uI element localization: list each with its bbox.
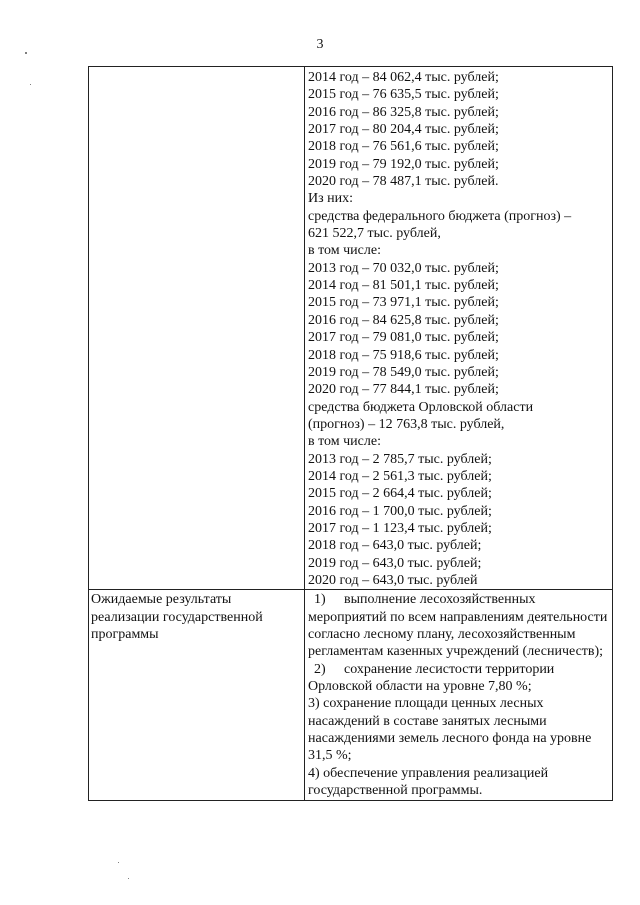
results-label-cell bbox=[89, 590, 305, 801]
funding-line: в том числе: bbox=[308, 243, 381, 259]
funding-line: 2016 год – 84 625,8 тыс. рублей; bbox=[308, 312, 499, 328]
result-item bbox=[308, 695, 612, 764]
funding-line: 2020 год – 78 487,1 тыс. рублей. bbox=[308, 174, 499, 190]
funding-line: средства федерального бюджета (прогноз) – bbox=[308, 208, 572, 224]
funding-line: 2019 год – 79 192,0 тыс. рублей; bbox=[308, 156, 499, 172]
funding-line: средства бюджета Орловской области bbox=[308, 399, 534, 415]
funding-line: Из них: bbox=[308, 191, 354, 207]
scan-speck bbox=[30, 84, 31, 85]
funding-label-cell bbox=[89, 67, 305, 590]
result-number: 1) bbox=[314, 592, 326, 608]
result-text: выполнение лесохозяйственных мероприятий по всем направлениям деятельности согласно лесному плану, лесохозяйственным регламентам казенных учреждений (лесничеств); bbox=[308, 592, 608, 660]
result-text: обеспечение управления реализацией государственной программы. bbox=[308, 765, 549, 799]
result-item bbox=[308, 661, 612, 696]
funding-line: 2015 год – 76 635,5 тыс. рублей; bbox=[308, 87, 499, 103]
funding-values-cell bbox=[305, 67, 613, 590]
funding-line: 2018 год – 76 561,6 тыс. рублей; bbox=[308, 139, 499, 155]
funding-line: 2015 год – 2 664,4 тыс. рублей; bbox=[308, 486, 492, 502]
results-values-cell bbox=[305, 590, 613, 801]
scan-speck bbox=[25, 52, 27, 54]
funding-line: 2013 год – 2 785,7 тыс. рублей; bbox=[308, 451, 492, 467]
funding-line: 2014 год – 2 561,3 тыс. рублей; bbox=[308, 468, 492, 484]
funding-line: (прогноз) – 12 763,8 тыс. рублей, bbox=[308, 416, 505, 432]
result-number: 4) bbox=[308, 765, 320, 781]
page-number: 3 bbox=[316, 37, 324, 52]
funding-line: 2019 год – 643,0 тыс. рублей; bbox=[308, 555, 482, 571]
results-label: Ожидаемые результаты реализации государственной программы bbox=[91, 592, 263, 642]
funding-line: в том числе: bbox=[308, 434, 381, 450]
funding-line: 2018 год – 643,0 тыс. рублей; bbox=[308, 538, 482, 554]
funding-line: 2014 год – 84 062,4 тыс. рублей; bbox=[308, 70, 499, 85]
funding-line: 2015 год – 73 971,1 тыс. рублей; bbox=[308, 295, 499, 311]
result-text: сохранение площади ценных лесных насаждений в составе занятых лесными насаждениями земель лесного фонда на уровне 31,5 %; bbox=[308, 696, 592, 764]
funding-line: 2017 год – 80 204,4 тыс. рублей; bbox=[308, 122, 499, 138]
result-item bbox=[308, 591, 612, 660]
funding-line: 2019 год – 78 549,0 тыс. рублей; bbox=[308, 364, 499, 380]
funding-line: 2020 год – 77 844,1 тыс. рублей; bbox=[308, 382, 499, 398]
result-number: 3) bbox=[308, 696, 320, 712]
funding-line: 2013 год – 70 032,0 тыс. рублей; bbox=[308, 260, 499, 276]
funding-line: 621 522,7 тыс. рублей, bbox=[308, 226, 441, 242]
results-row bbox=[89, 590, 613, 801]
funding-line: 2018 год – 75 918,6 тыс. рублей; bbox=[308, 347, 499, 363]
funding-line: 2020 год – 643,0 тыс. рублей bbox=[308, 572, 478, 588]
scan-speck bbox=[128, 878, 129, 879]
result-item bbox=[308, 765, 612, 800]
passport-table bbox=[88, 66, 613, 801]
result-number: 2) bbox=[314, 661, 326, 677]
funding-line: 2014 год – 81 501,1 тыс. рублей; bbox=[308, 278, 499, 294]
funding-line: 2016 год – 1 700,0 тыс. рублей; bbox=[308, 503, 492, 519]
result-text: сохранение лесистости территории Орловской области на уровне 7,80 %; bbox=[308, 661, 555, 695]
funding-row bbox=[89, 67, 613, 590]
funding-line: 2016 год – 86 325,8 тыс. рублей; bbox=[308, 104, 499, 120]
funding-line: 2017 год – 79 081,0 тыс. рублей; bbox=[308, 330, 499, 346]
scan-speck bbox=[118, 862, 119, 863]
funding-line: 2017 год – 1 123,4 тыс. рублей; bbox=[308, 520, 492, 536]
